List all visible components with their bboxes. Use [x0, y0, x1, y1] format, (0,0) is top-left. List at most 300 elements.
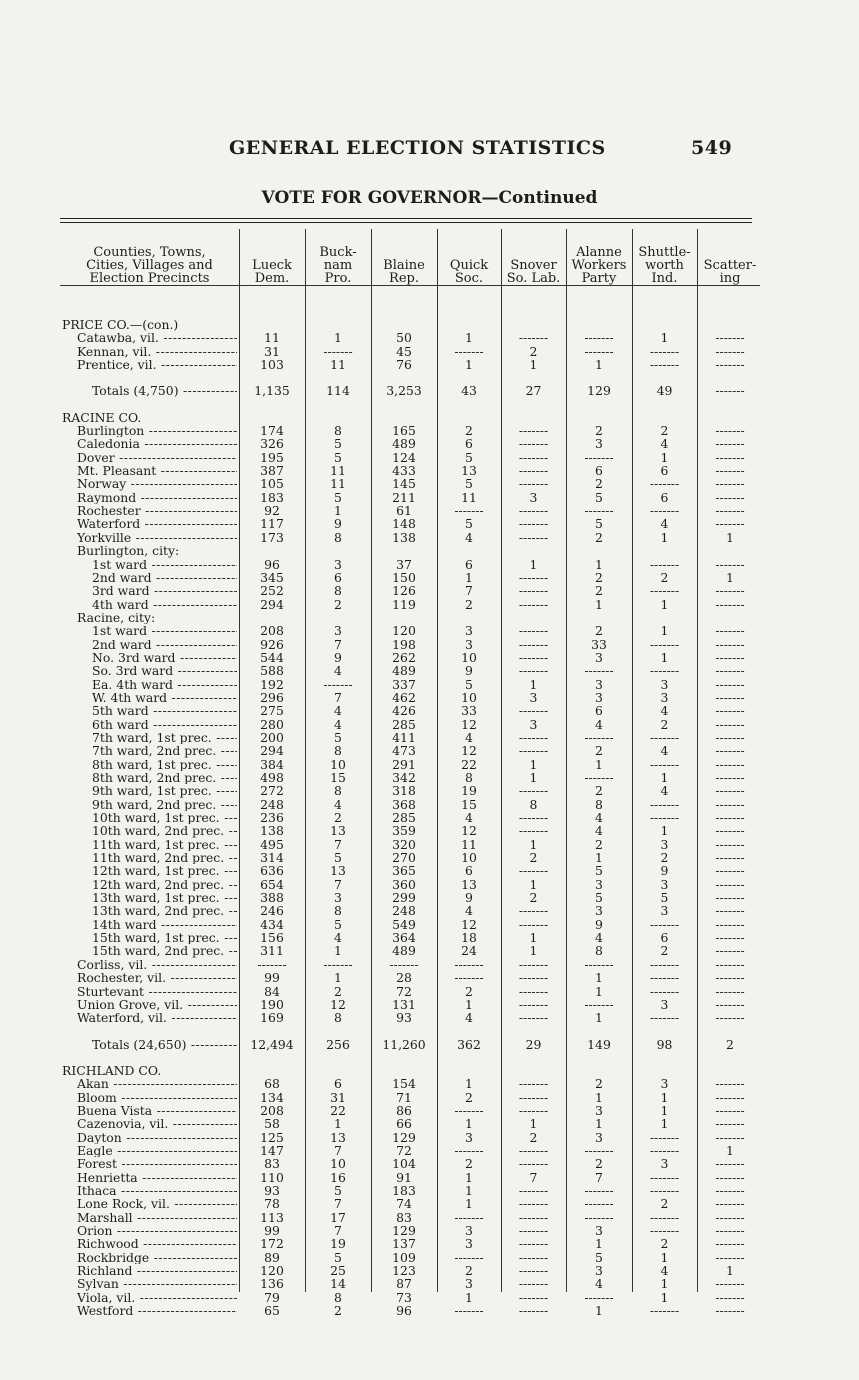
vote-cell: 22	[330, 1102, 346, 1118]
empty-cell: -------	[518, 1102, 549, 1118]
empty-cell: -------	[649, 663, 680, 679]
empty-cell: -------	[454, 1209, 484, 1225]
empty-cell: -------	[715, 890, 745, 906]
precinct-name: Lone Rock, vil. -----	[62, 1197, 237, 1210]
vote-cell: 1	[595, 1010, 603, 1026]
column-header-snover: Snover So. Lab.	[506, 258, 561, 286]
precinct-name: 3rd ward -----	[62, 584, 237, 597]
vote-cell: 1	[660, 1249, 669, 1265]
vote-cell: 14	[330, 1276, 346, 1292]
vote-cell: 4	[595, 716, 603, 732]
empty-cell: -------	[715, 956, 745, 972]
vote-cell: 192	[260, 676, 284, 692]
vote-cell: 147	[260, 1142, 284, 1158]
empty-cell: -------	[649, 343, 680, 359]
vote-cell: 7	[334, 1142, 342, 1158]
vote-cell: 83	[396, 1209, 412, 1225]
vote-cell: 129	[392, 1223, 416, 1238]
vote-cell: 65	[264, 1303, 280, 1319]
column-header-bucknam: Buck- nam Pro.	[319, 245, 357, 286]
empty-cell: -------	[715, 689, 745, 705]
table-row	[0, 424, 859, 437]
vote-cell: 6	[334, 1076, 342, 1092]
vote-cell: 165	[392, 423, 416, 439]
vote-cell: 285	[392, 716, 416, 732]
vote-cell: 6	[465, 863, 473, 879]
vote-cell: 7	[334, 689, 342, 705]
vote-cell: 2	[660, 716, 669, 732]
empty-cell: -------	[257, 956, 287, 972]
row-spacer	[0, 1051, 859, 1064]
vote-cell: 359	[392, 823, 416, 839]
vote-cell: 1	[529, 770, 538, 785]
vote-cell: 3	[595, 876, 603, 892]
column-header-quick: Quick Soc.	[449, 258, 489, 286]
vote-cell: 6	[660, 930, 669, 946]
table-row	[0, 744, 859, 757]
vote-cell: 49	[656, 383, 673, 399]
table-row	[0, 1131, 859, 1144]
vote-cell: 1	[595, 1089, 603, 1105]
vote-cell: 93	[264, 1182, 280, 1198]
precinct-name: Westford -----	[62, 1304, 237, 1317]
vote-cell: 8	[334, 1010, 342, 1026]
table-row	[0, 345, 859, 358]
precinct-name: Henrietta -----	[62, 1171, 237, 1184]
column-header-precincts: Counties, Towns, Cities, Villages and Election Precincts	[86, 245, 213, 286]
table-row	[0, 771, 859, 784]
table-row	[0, 531, 859, 544]
vote-cell: 1	[465, 357, 473, 373]
precinct-name: Yorkville -----	[62, 531, 237, 544]
empty-cell: -------	[649, 1129, 680, 1145]
vote-cell: 5	[595, 890, 603, 906]
vote-cell: 8	[334, 423, 342, 439]
empty-cell: -------	[518, 1010, 549, 1026]
vote-cell: 12	[461, 823, 477, 839]
vote-cell: 16	[330, 1169, 346, 1185]
vote-cell: 149	[587, 1036, 611, 1052]
vote-cell: 74	[396, 1196, 412, 1212]
table-row	[0, 824, 859, 837]
vote-cell: 99	[264, 1223, 280, 1238]
vote-cell: 5	[465, 676, 473, 692]
vote-cell: 58	[264, 1116, 280, 1132]
vote-cell: 5	[334, 729, 342, 745]
empty-cell: -------	[715, 1182, 745, 1198]
vote-cell: 183	[260, 489, 284, 505]
empty-cell: -------	[649, 476, 680, 492]
vote-cell: 1	[595, 556, 603, 572]
vote-cell: 1	[660, 596, 669, 612]
vote-cell: 156	[260, 930, 284, 946]
vote-cell: 2	[595, 836, 603, 852]
vote-cell: 272	[260, 783, 284, 799]
table-row	[0, 1197, 859, 1210]
precinct-name: Sturtevant -----	[62, 985, 237, 998]
empty-cell: -------	[715, 636, 745, 652]
precinct-name: Totals (4,750) -----	[62, 384, 237, 397]
vote-cell: 2	[595, 623, 603, 639]
vote-cell: 137	[392, 1236, 416, 1252]
vote-cell: 11	[264, 330, 280, 346]
table-row	[0, 1171, 859, 1184]
precinct-name: 8th ward, 1st prec. -----	[62, 758, 237, 771]
vote-cell: 211	[392, 489, 416, 505]
table-row	[0, 638, 859, 651]
vote-cell: 92	[264, 503, 280, 519]
vote-cell: 4	[660, 743, 669, 759]
empty-cell: -------	[715, 770, 745, 785]
vote-cell: 76	[396, 357, 412, 373]
precinct-name: 5th ward -----	[62, 704, 237, 717]
vote-cell: 10	[461, 649, 477, 665]
vote-cell: 154	[392, 1076, 416, 1092]
vote-cell: 29	[525, 1036, 542, 1052]
empty-cell: -------	[518, 823, 549, 839]
vote-cell: 37	[396, 556, 412, 572]
vote-cell: 1	[595, 970, 603, 986]
vote-cell: 2	[660, 1196, 669, 1212]
vote-cell: 462	[392, 689, 416, 705]
empty-cell: -------	[584, 1142, 614, 1158]
vote-cell: 1	[529, 676, 538, 692]
empty-cell: -------	[715, 1089, 745, 1105]
vote-cell: 3	[465, 1236, 473, 1252]
vote-cell: 1	[595, 983, 603, 999]
vote-cell: 1	[529, 943, 538, 959]
vote-cell: 190	[260, 996, 284, 1012]
empty-cell: -------	[649, 1223, 680, 1238]
vote-cell: 387	[260, 463, 284, 479]
vote-cell: 2	[465, 596, 473, 612]
vote-cell: 2	[595, 529, 603, 545]
vote-cell: 4	[595, 810, 603, 826]
vote-cell: 1	[726, 529, 734, 545]
vote-cell: 10	[330, 1156, 346, 1172]
vote-cell: 78	[264, 1196, 280, 1212]
empty-cell: -------	[715, 343, 745, 359]
vote-cell: 4	[660, 783, 669, 799]
vote-cell: 13	[461, 463, 477, 479]
empty-cell: -------	[715, 383, 745, 399]
empty-cell: -------	[715, 983, 745, 999]
vote-cell: 4	[595, 1276, 603, 1292]
vote-cell: 1	[529, 930, 538, 946]
vote-cell: 174	[260, 423, 284, 439]
vote-cell: 8	[334, 529, 342, 545]
vote-cell: 3	[465, 636, 473, 652]
vote-cell: 198	[392, 636, 416, 652]
vote-cell: 6	[334, 569, 342, 585]
vote-cell: 1	[660, 330, 669, 346]
vote-cell: 9	[595, 916, 603, 932]
vote-cell: 4	[465, 1010, 473, 1026]
column-header-lueck: Lueck Dem.	[252, 258, 292, 286]
vote-cell: 1	[595, 1116, 603, 1132]
vote-cell: 433	[392, 463, 416, 479]
vote-cell: 12,494	[250, 1036, 294, 1052]
empty-cell: -------	[715, 850, 745, 866]
vote-cell: 145	[392, 476, 416, 492]
precinct-name: Union Grove, vil. -----	[62, 998, 237, 1011]
empty-cell: -------	[715, 903, 745, 919]
precinct-name: Corliss, vil. -----	[62, 958, 237, 971]
empty-cell: -------	[715, 423, 745, 439]
vote-cell: 120	[260, 1263, 284, 1279]
vote-cell: 66	[396, 1116, 412, 1132]
precinct-name: Totals (24,650) -----	[62, 1038, 237, 1051]
row-spacer	[0, 305, 859, 318]
empty-cell: -------	[715, 463, 745, 479]
vote-cell: 1	[595, 850, 603, 866]
vote-cell: 1	[529, 836, 538, 852]
empty-cell: -------	[518, 703, 549, 719]
vote-cell: 365	[392, 863, 416, 879]
header-rule	[60, 285, 760, 286]
vote-cell: 110	[260, 1169, 284, 1185]
vote-cell: 489	[392, 663, 416, 679]
vote-cell: 79	[264, 1289, 280, 1305]
empty-cell: -------	[715, 436, 745, 452]
vote-cell: 3	[595, 436, 603, 452]
running-title: GENERAL ELECTION STATISTICS	[229, 137, 606, 159]
vote-cell: 119	[392, 596, 416, 612]
column-header-shuttleworth: Shuttle- worth Ind.	[638, 245, 691, 286]
empty-cell: -------	[649, 956, 680, 972]
empty-cell: -------	[715, 1276, 745, 1292]
vote-cell: 7	[465, 583, 473, 599]
county-heading	[0, 1064, 859, 1077]
vote-cell: 4	[334, 716, 342, 732]
vote-cell: 27	[525, 383, 542, 399]
empty-cell: -------	[518, 1236, 549, 1252]
empty-cell: -------	[715, 1236, 745, 1252]
empty-cell: -------	[715, 1303, 745, 1319]
empty-cell: -------	[518, 476, 549, 492]
vote-cell: 4	[660, 516, 669, 532]
vote-cell: 9	[660, 863, 669, 879]
vote-cell: 1	[465, 330, 473, 346]
vote-cell: 7	[334, 1196, 342, 1212]
vote-cell: 1	[660, 770, 669, 785]
vote-cell: 4	[660, 703, 669, 719]
empty-cell: -------	[518, 1289, 549, 1305]
vote-cell: 136	[260, 1276, 284, 1292]
vote-cell: 3	[529, 716, 538, 732]
vote-cell: 1	[595, 1303, 603, 1319]
vote-cell: 5	[334, 436, 342, 452]
empty-cell: -------	[715, 556, 745, 572]
empty-cell: -------	[649, 796, 680, 812]
precinct-name: Rockbridge -----	[62, 1251, 237, 1264]
precinct-name: Mt. Pleasant -----	[62, 464, 237, 477]
vote-cell: 10	[461, 689, 477, 705]
vote-cell: 120	[392, 623, 416, 639]
empty-cell: -------	[715, 930, 745, 946]
table-row	[0, 624, 859, 637]
vote-cell: 2	[465, 983, 473, 999]
table-row	[0, 1291, 859, 1304]
empty-cell: -------	[649, 810, 680, 826]
empty-cell: -------	[715, 1102, 745, 1118]
vote-cell: 5	[465, 476, 473, 492]
table-row	[0, 517, 859, 530]
vote-cell: 5	[334, 916, 342, 932]
vote-cell: 291	[392, 756, 416, 772]
precinct-name: No. 3rd ward -----	[62, 651, 237, 664]
vote-cell: 434	[260, 916, 284, 932]
vote-cell: 61	[396, 503, 412, 519]
empty-cell: -------	[715, 1169, 745, 1185]
table-row	[0, 704, 859, 717]
vote-cell: 96	[396, 1303, 412, 1319]
vote-cell: 4	[334, 663, 342, 679]
empty-cell: -------	[518, 663, 549, 679]
precinct-name: 15th ward, 1st prec. -----	[62, 931, 237, 944]
empty-cell: -------	[518, 970, 549, 986]
empty-cell: -------	[518, 1263, 549, 1279]
empty-cell: -------	[649, 1209, 680, 1225]
vote-cell: 1	[595, 357, 603, 373]
empty-cell: -------	[649, 1303, 680, 1319]
vote-cell: 2	[334, 596, 342, 612]
vote-cell: 11,260	[382, 1036, 426, 1052]
vote-cell: 33	[461, 703, 477, 719]
vote-cell: 5	[465, 516, 473, 532]
precinct-name: W. 4th ward -----	[62, 691, 237, 704]
table-row	[0, 504, 859, 517]
vote-cell: 1	[334, 1116, 342, 1132]
precinct-name: Norway -----	[62, 477, 237, 490]
empty-cell: -------	[518, 569, 549, 585]
empty-cell: -------	[649, 556, 680, 572]
empty-cell: -------	[715, 970, 745, 986]
vote-cell: 2	[595, 1156, 603, 1172]
vote-cell: 2	[334, 1303, 342, 1319]
empty-cell: -------	[649, 1169, 680, 1185]
vote-cell: 1	[465, 569, 473, 585]
precinct-name: Richwood -----	[62, 1237, 237, 1250]
top-rule	[60, 218, 752, 219]
empty-cell: -------	[715, 1289, 745, 1305]
vote-cell: 6	[660, 489, 669, 505]
vote-cell: 10	[330, 756, 346, 772]
empty-cell: -------	[518, 916, 549, 932]
vote-cell: 148	[392, 516, 416, 532]
city-subheading	[0, 611, 859, 624]
empty-cell: -------	[518, 743, 549, 759]
table-row	[0, 1184, 859, 1197]
vote-cell: 1	[595, 756, 603, 772]
vote-cell: 3	[660, 1076, 669, 1092]
precinct-name: 11th ward, 2nd prec. -----	[62, 851, 237, 864]
empty-cell: -------	[518, 583, 549, 599]
county-heading	[0, 411, 859, 424]
vote-cell: 294	[260, 596, 284, 612]
vote-cell: 91	[396, 1169, 412, 1185]
vote-cell: 2	[660, 850, 669, 866]
empty-cell: -------	[649, 357, 680, 373]
vote-cell: 495	[260, 836, 284, 852]
vote-cell: 4	[595, 823, 603, 839]
empty-cell: -------	[649, 583, 680, 599]
vote-cell: 9	[465, 890, 473, 906]
vote-cell: 1	[334, 943, 342, 959]
vote-cell: 2	[529, 850, 538, 866]
vote-cell: 13	[330, 1129, 346, 1145]
precinct-name: Dayton -----	[62, 1131, 237, 1144]
vote-cell: 8	[465, 770, 473, 785]
vote-cell: 11	[330, 463, 346, 479]
vote-cell: 1	[465, 1182, 473, 1198]
vote-cell: 252	[260, 583, 284, 599]
table-row	[0, 678, 859, 691]
empty-cell: -------	[454, 343, 484, 359]
vote-cell: 388	[260, 890, 284, 906]
vote-cell: 5	[595, 489, 603, 505]
vote-cell: 9	[334, 516, 342, 532]
vote-cell: 12	[461, 716, 477, 732]
table-row	[0, 1117, 859, 1130]
precinct-name: So. 3rd ward -----	[62, 664, 237, 677]
table-row	[0, 731, 859, 744]
vote-cell: 248	[260, 796, 284, 812]
vote-cell: 3	[465, 1129, 473, 1145]
vote-cell: 345	[260, 569, 284, 585]
empty-cell: -------	[715, 943, 745, 959]
vote-cell: 5	[334, 850, 342, 866]
table-row	[0, 998, 859, 1011]
empty-cell: -------	[715, 916, 745, 932]
precinct-name: 1st ward -----	[62, 558, 237, 571]
empty-cell: -------	[518, 1303, 549, 1319]
precinct-name: PRICE CO.—(con.)	[62, 318, 179, 332]
table-row	[0, 1104, 859, 1117]
empty-cell: -------	[518, 436, 549, 452]
vote-cell: 314	[260, 850, 284, 866]
precinct-name: 11th ward, 1st prec. -----	[62, 838, 237, 851]
precinct-name: Burlington -----	[62, 424, 237, 437]
vote-cell: 1	[660, 1289, 669, 1305]
vote-cell: 7	[334, 636, 342, 652]
vote-cell: 2	[726, 1036, 734, 1052]
precinct-name: 10th ward, 2nd prec. -----	[62, 824, 237, 837]
precinct-name: Marshall -----	[62, 1211, 237, 1224]
empty-cell: -------	[454, 503, 484, 519]
vote-cell: 654	[260, 876, 284, 892]
vote-cell: 208	[260, 623, 284, 639]
table-row	[0, 918, 859, 931]
precinct-name: 14th ward -----	[62, 918, 237, 931]
vote-cell: 8	[595, 796, 603, 812]
empty-cell: -------	[715, 476, 745, 492]
vote-cell: 84	[264, 983, 280, 999]
precinct-name: 1st ward -----	[62, 624, 237, 637]
vote-cell: 4	[334, 796, 342, 812]
empty-cell: -------	[649, 1010, 680, 1026]
vote-cell: 3	[529, 689, 538, 705]
empty-cell: -------	[649, 1182, 680, 1198]
column-header-alanne: Alanne Workers Party	[571, 245, 627, 286]
precinct-name: 9th ward, 1st prec. -----	[62, 784, 237, 797]
vote-cell: 588	[260, 663, 284, 679]
table-row	[0, 331, 859, 344]
vote-cell: 4	[334, 930, 342, 946]
vote-cell: 8	[334, 783, 342, 799]
vote-cell: 208	[260, 1102, 284, 1118]
vote-cell: 368	[392, 796, 416, 812]
